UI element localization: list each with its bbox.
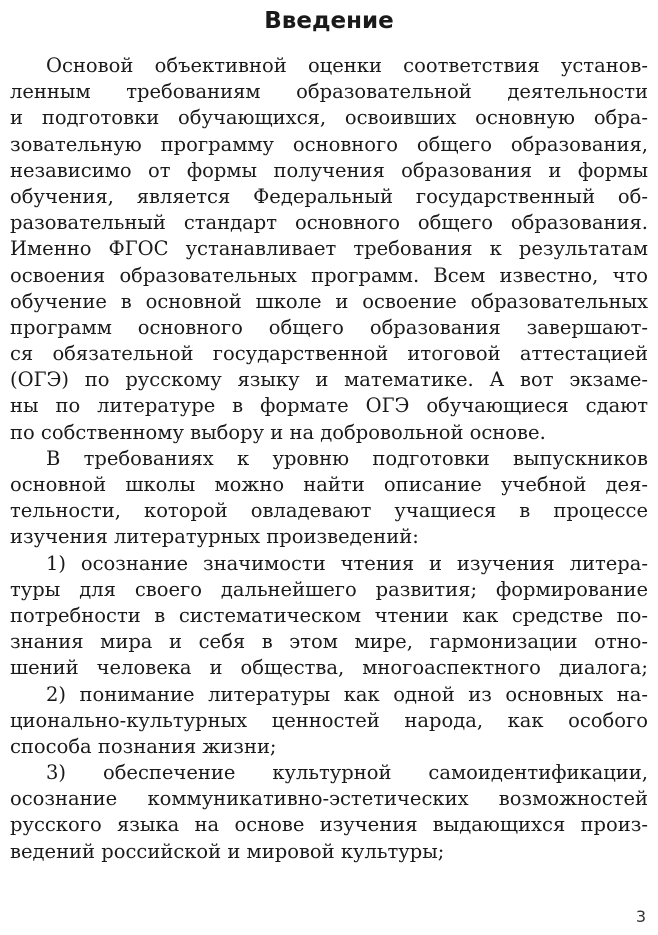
text-line: ционально-культурных ценностей народа, как особого [10, 708, 648, 732]
text-line: изучения литературных произведений: [10, 525, 419, 549]
text-line: обучения, является Федеральный государственный об- [10, 184, 648, 208]
text-line: Именно ФГОС устанавливает требования к результатам [10, 237, 648, 261]
text-line: 2) понимание литературы как одной из основных на- [46, 682, 648, 706]
text-line: ся обязательной государственной итоговой аттестацией [10, 342, 648, 366]
text-line: осознание коммуникативно-эстетических возможностей [10, 787, 648, 811]
text-line: 3) обеспечение культурной самоидентификации, [46, 761, 648, 785]
text-line: шений человека и общества, многоаспектного диалога; [10, 656, 648, 680]
text-line: туры для своего дальнейшего развития; формирование [10, 577, 648, 601]
body-text [10, 53, 648, 865]
text-line: основной школы можно найти описание учебной дея- [10, 473, 648, 496]
text-line: ны по литературе в формате ОГЭ обучающиеся сдают [10, 394, 648, 418]
text-line: освоения образовательных программ. Всем известно, что [10, 263, 648, 287]
text-line: и подготовки обучающихся, освоивших основную обра- [10, 106, 648, 130]
text-line: способа познания жизни; [10, 734, 277, 758]
document-page [10, 0, 648, 935]
text-line: зовательную программу основного общего образования, [10, 132, 648, 156]
text-line: 1) осознание значимости чтения и изучения литера- [46, 551, 648, 575]
text-line: русского языка на основе изучения выдающихся произ- [10, 813, 648, 837]
page-number: 3 [635, 907, 646, 926]
text-line: потребности в систематическом чтении как средстве по- [10, 603, 648, 627]
text-line: (ОГЭ) по русскому языку и математике. А вот экзаме- [10, 368, 648, 392]
text-line: по собственному выбору и на добровольной основе. [10, 420, 546, 444]
text-line: Основой объективной оценки соответствия установ- [46, 54, 648, 77]
text-line: независимо от формы получения образования и формы [10, 158, 648, 182]
text-line: В требованиях к уровню подготовки выпускников [46, 446, 648, 470]
text-line: знания мира и себя в этом мире, гармонизации отно- [10, 630, 648, 654]
text-line: обучение в основной школе и освоение образовательных [10, 289, 648, 313]
text-line: тельности, которой овладевают учащиеся в процессе [10, 499, 648, 523]
text-line: программ основного общего образования завершают- [10, 315, 648, 339]
text-line: ленным требованиям образовательной деятельности [10, 80, 648, 104]
text-line: разовательный стандарт основного общего образования. [10, 211, 648, 235]
text-line: ведений российской и мировой культуры; [10, 839, 445, 863]
page-title: Введение [264, 8, 394, 34]
